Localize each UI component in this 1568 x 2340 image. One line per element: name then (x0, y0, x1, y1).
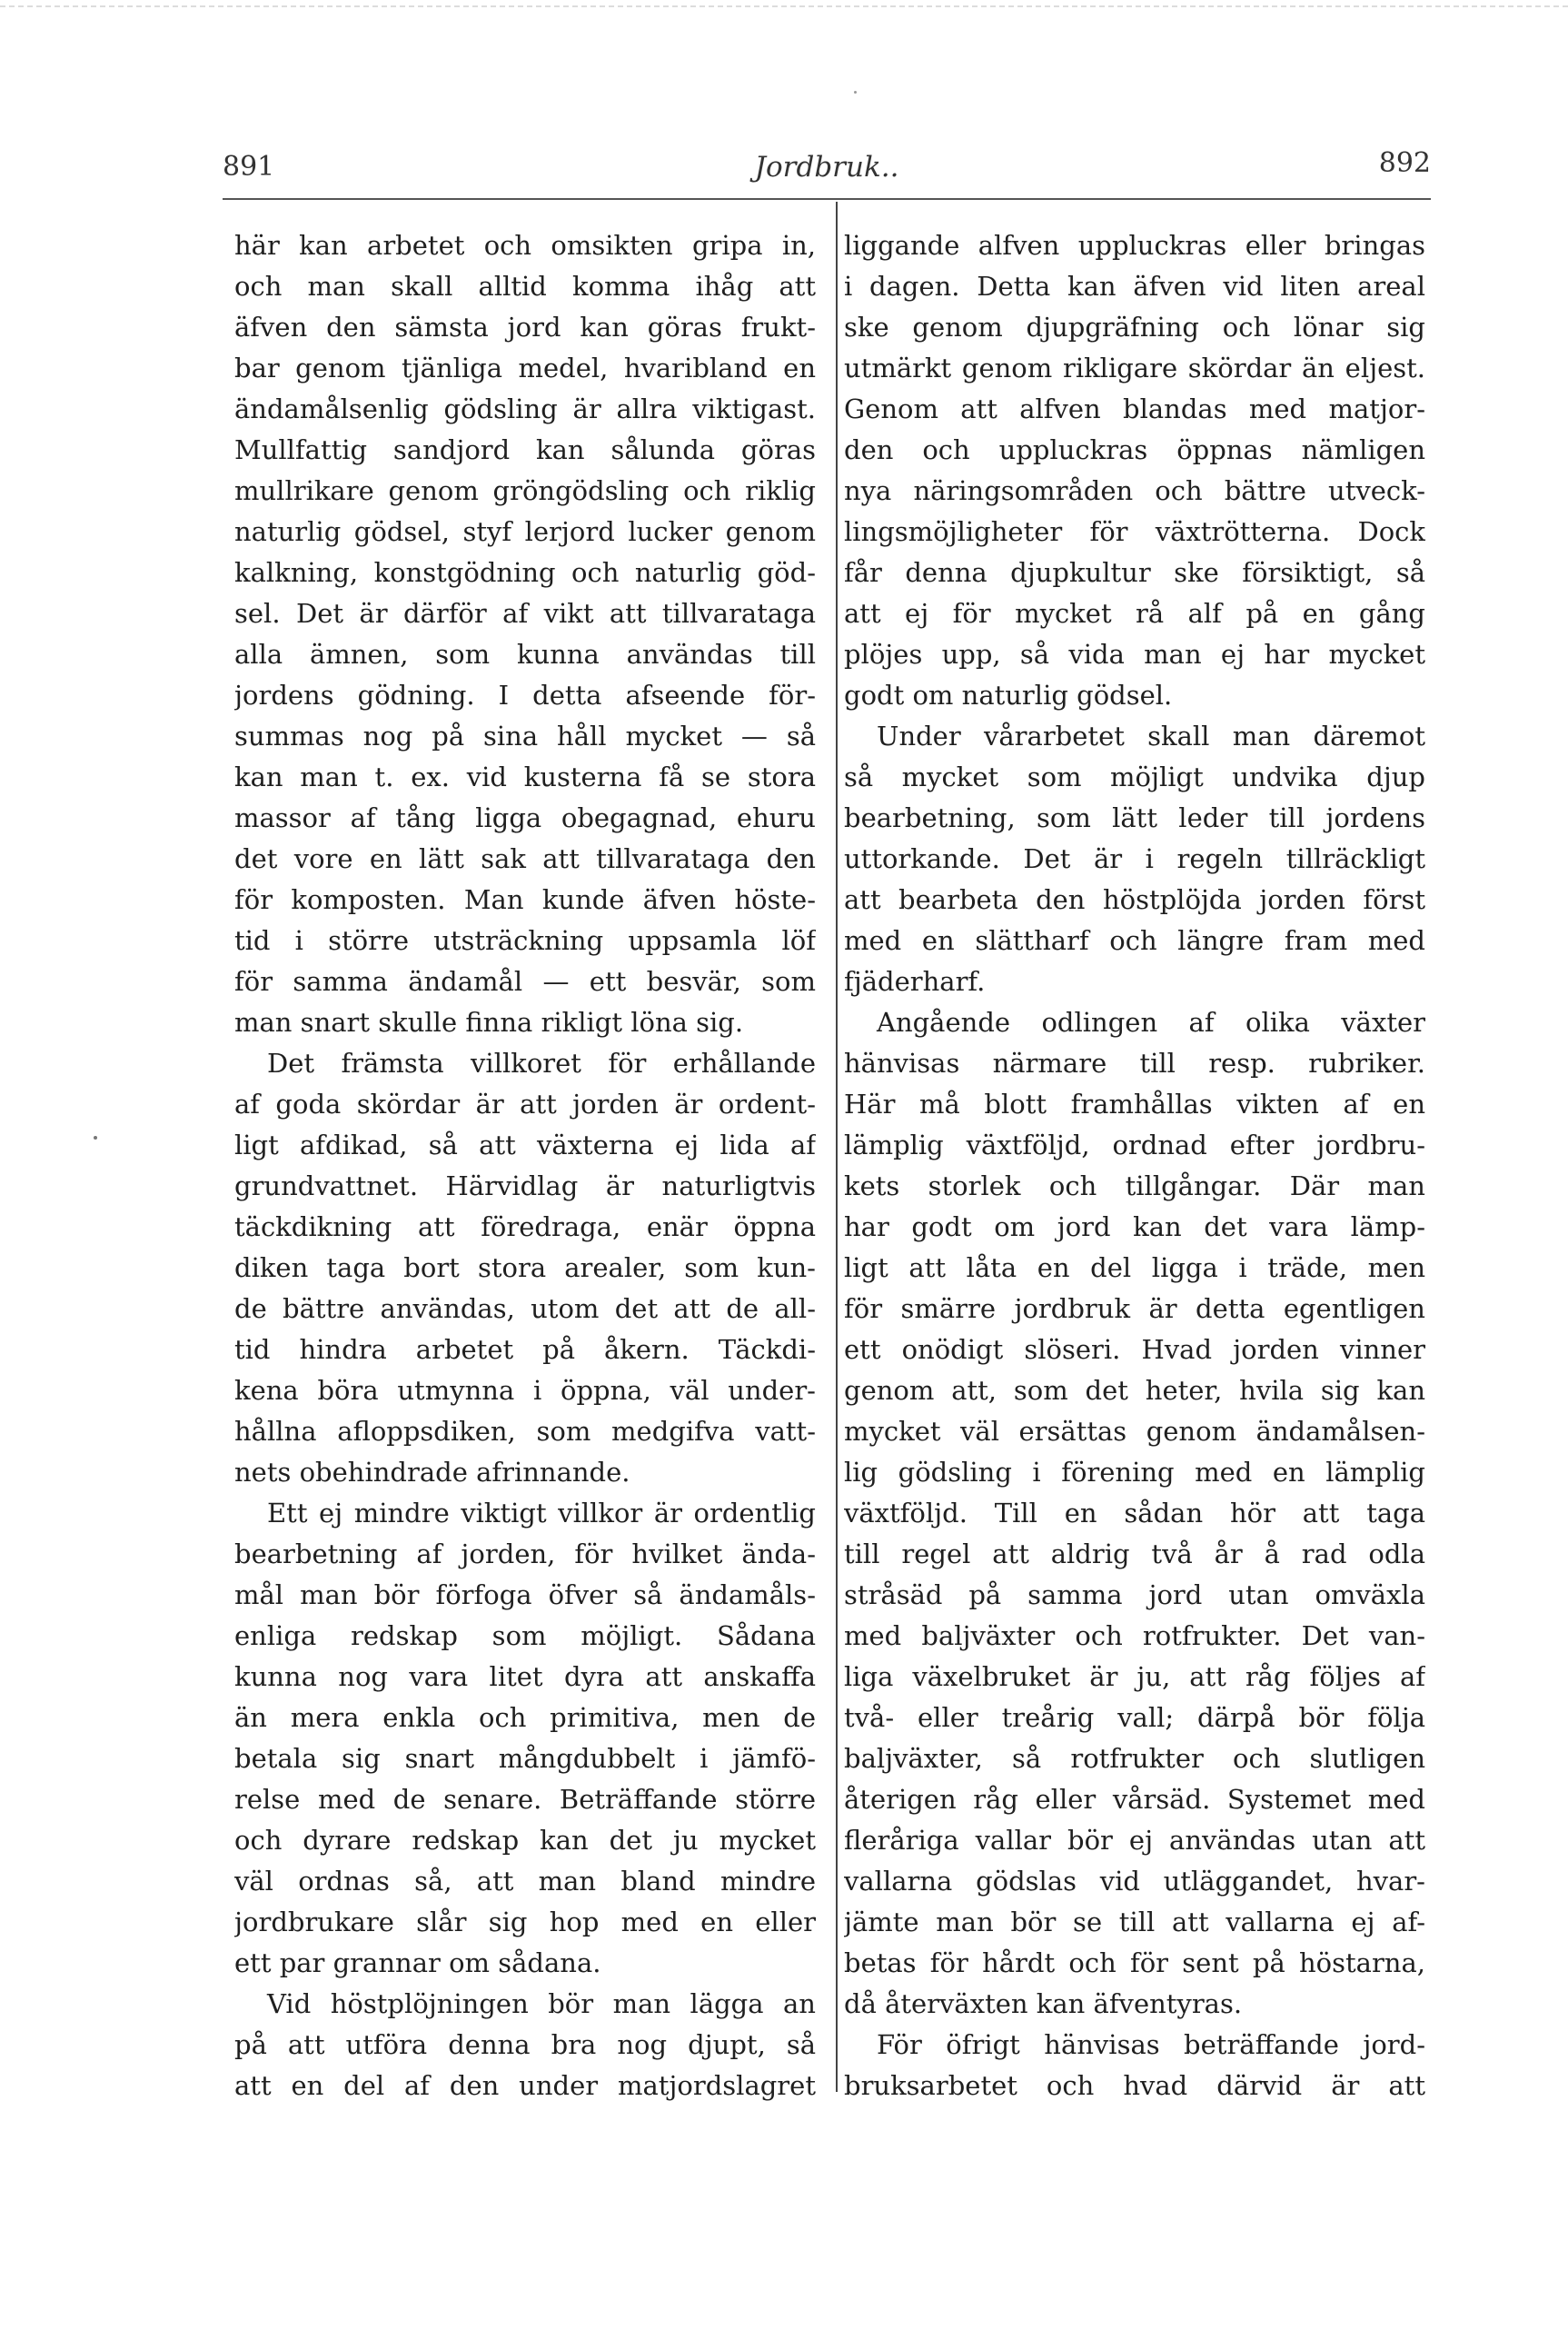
text-line: äfven den sämsta jord kan göras frukt- (234, 312, 816, 343)
text-line: har godt om jord kan det vara lämp- (844, 1211, 1425, 1242)
text-line: ett par grannar om sådana. (234, 1947, 601, 1978)
text-line: Genom att alfven blandas med matjor- (844, 393, 1425, 424)
text-line: Här må blott framhållas vikten af en (844, 1089, 1425, 1120)
text-line: så mycket som möjligt undvika djup (844, 762, 1425, 792)
text-line: i dagen. Detta kan äfven vid liten areal (844, 271, 1425, 302)
header-rule (223, 198, 1431, 200)
text-line: alla ämnen, som kunna användas till (234, 639, 816, 670)
text-line: plöjes upp, så vida man ej har mycket (844, 639, 1425, 670)
text-line: tid hindra arbetet på åkern. Täckdi- (234, 1334, 816, 1365)
text-line: två- eller treårig vall; därpå bör följa (844, 1702, 1425, 1733)
text-line: jämte man bör se till att vallarna ej af- (844, 1907, 1425, 1937)
text-line: ändamålsenlig gödsling är allra viktigast. (234, 393, 816, 424)
text-line: diken taga bort stora arealer, som kun- (234, 1252, 816, 1283)
text-line: bruksarbetet och hvad därvid är att (844, 2070, 1425, 2101)
text-line: växtföljd. Till en sådan hör att taga (844, 1498, 1425, 1528)
page-edge (0, 5, 1568, 8)
text-line: lingsmöjligheter för växtrötterna. Dock (844, 516, 1425, 547)
text-line: här kan arbetet och omsikten gripa in, (234, 230, 816, 261)
text-line: godt om naturlig gödsel. (844, 680, 1173, 711)
text-line: Ett ej mindre viktigt villkor är ordentlig (267, 1498, 816, 1528)
text-line: hållna afloppsdiken, som medgifva vatt- (234, 1416, 816, 1447)
text-line: Mullfattig sandjord kan sålunda göras (234, 434, 816, 465)
text-line: med en slättharf och längre fram med (844, 925, 1425, 956)
text-line: jordens gödning. I detta afseende för- (234, 680, 816, 711)
text-line: ligt afdikad, så att växterna ej lida af (234, 1130, 816, 1160)
text-line: lämplig växtföljd, ordnad efter jordbru- (844, 1130, 1425, 1160)
page-number-left: 891 (223, 151, 275, 183)
text-line: ske genom djupgräfning och lönar sig (844, 312, 1425, 343)
text-line: den och uppluckras öppnas nämligen (844, 434, 1425, 465)
text-line: relse med de senare. Beträffande större (234, 1784, 816, 1815)
text-line: mycket väl ersättas genom ändamålsen- (844, 1416, 1425, 1447)
text-line: Det främsta villkoret för erhållande (267, 1048, 816, 1079)
text-line: fleråriga vallar bör ej användas utan att (844, 1825, 1425, 1856)
text-line: liga växelbruket är ju, att råg följes af (844, 1661, 1425, 1692)
page-number-right: 892 (1378, 147, 1431, 179)
column-divider (836, 202, 838, 2092)
text-line: lig gödsling i förening med en lämplig (844, 1457, 1425, 1488)
text-line: bearbetning, som lätt leder till jordens (844, 802, 1425, 833)
text-line: mullrikare genom gröngödsling och riklig (234, 475, 816, 506)
text-line: Vid höstplöjningen bör man lägga an (267, 1988, 816, 2019)
text-line: än mera enkla och primitiva, men de (234, 1702, 816, 1733)
text-line: kena böra utmynna i öppna, väl under- (234, 1375, 816, 1406)
text-line: Under vårarbetet skall man däremot (877, 721, 1425, 752)
text-line: till regel att aldrig två år å rad odla (844, 1538, 1425, 1569)
text-line: täckdikning att föredraga, enär öppna (234, 1211, 816, 1242)
right-column (844, 225, 1425, 2106)
text-line: fjäderharf. (844, 966, 986, 997)
ink-speck (94, 1136, 97, 1140)
text-line: naturlig gödsel, styf lerjord lucker genom (234, 516, 816, 547)
text-line: summas nog på sina håll mycket — så (234, 721, 816, 752)
text-line: väl ordnas så, att man bland mindre (234, 1866, 816, 1897)
text-line: att en del af den under matjordslagret (234, 2070, 816, 2101)
text-line: för smärre jordbruk är detta egentligen (844, 1293, 1425, 1324)
text-line: genom att, som det heter, hvila sig kan (844, 1375, 1425, 1406)
text-line: utmärkt genom rikligare skördar än eljest. (844, 353, 1425, 383)
text-line: och man skall alltid komma ihåg att (234, 271, 816, 302)
text-line: Angående odlingen af olika växter (877, 1007, 1425, 1038)
text-line: nets obehindrade afrinnande. (234, 1457, 630, 1488)
left-column (234, 225, 816, 2106)
text-line: och dyrare redskap kan det ju mycket (234, 1825, 816, 1856)
text-line: för samma ändamål — ett besvär, som (234, 966, 816, 997)
text-line: då återväxten kan äfventyras. (844, 1988, 1243, 2019)
text-line: betas för hårdt och för sent på höstarna, (844, 1947, 1425, 1978)
text-line: massor af tång ligga obegagnad, ehuru (234, 802, 816, 833)
text-line: grundvattnet. Härvidlag är naturligtvis (234, 1170, 816, 1201)
text-line: kalkning, konstgödning och naturlig göd- (234, 557, 816, 588)
text-line: bearbetning af jorden, för hvilket ända- (234, 1538, 816, 1569)
text-line: nya näringsområden och bättre utveck- (844, 475, 1425, 506)
text-line: för komposten. Man kunde äfven höste- (234, 884, 816, 915)
text-line: liggande alfven uppluckras eller bringas (844, 230, 1425, 261)
text-line: För öfrigt hänvisas beträffande jord- (877, 2029, 1425, 2060)
text-line: på att utföra denna bra nog djupt, så (234, 2029, 816, 2060)
text-line: hänvisas närmare till resp. rubriker. (844, 1048, 1425, 1079)
text-line: jordbrukare slår sig hop med en eller (234, 1907, 816, 1937)
text-line: de bättre användas, utom det att de all- (234, 1293, 816, 1324)
text-line: kets storlek och tillgångar. Där man (844, 1170, 1425, 1201)
text-line: bar genom tjänliga medel, hvaribland en (234, 353, 816, 383)
ink-speck (854, 91, 857, 94)
text-line: sel. Det är därför af vikt att tillvarataga (234, 598, 816, 629)
text-line: stråsäd på samma jord utan omväxla (844, 1579, 1425, 1610)
text-line: af goda skördar är att jorden är ordent- (234, 1089, 816, 1120)
text-line: kunna nog vara litet dyra att anskaffa (234, 1661, 816, 1692)
text-line: att bearbeta den höstplöjda jorden först (844, 884, 1425, 915)
running-head: Jordbruk.. (754, 151, 899, 184)
text-line: uttorkande. Det är i regeln tillräckligt (844, 843, 1425, 874)
text-line: med baljväxter och rotfrukter. Det van- (844, 1620, 1425, 1651)
text-line: vallarna gödslas vid utläggandet, hvar- (844, 1866, 1425, 1897)
text-line: kan man t. ex. vid kusterna få se stora (234, 762, 816, 792)
text-line: ett onödigt slöseri. Hvad jorden vinner (844, 1334, 1425, 1365)
text-line: baljväxter, så rotfrukter och slutligen (844, 1743, 1425, 1774)
text-line: betala sig snart mångdubbelt i jämfö- (234, 1743, 816, 1774)
text-line: mål man bör förfoga öfver så ändamåls- (234, 1579, 816, 1610)
text-line: enliga redskap som möjligt. Sådana (234, 1620, 816, 1651)
page-header (223, 144, 1431, 198)
text-line: tid i större utsträckning uppsamla löf (234, 925, 816, 956)
text-line: får denna djupkultur ske försiktigt, så (844, 557, 1425, 588)
text-line: det vore en lätt sak att tillvarataga den (234, 843, 816, 874)
text-line: man snart skulle finna rikligt löna sig. (234, 1007, 744, 1038)
text-line: ligt att låta en del ligga i träde, men (844, 1252, 1425, 1283)
text-line: att ej för mycket rå alf på en gång (844, 598, 1425, 629)
text-line: återigen råg eller vårsäd. Systemet med (844, 1784, 1425, 1815)
